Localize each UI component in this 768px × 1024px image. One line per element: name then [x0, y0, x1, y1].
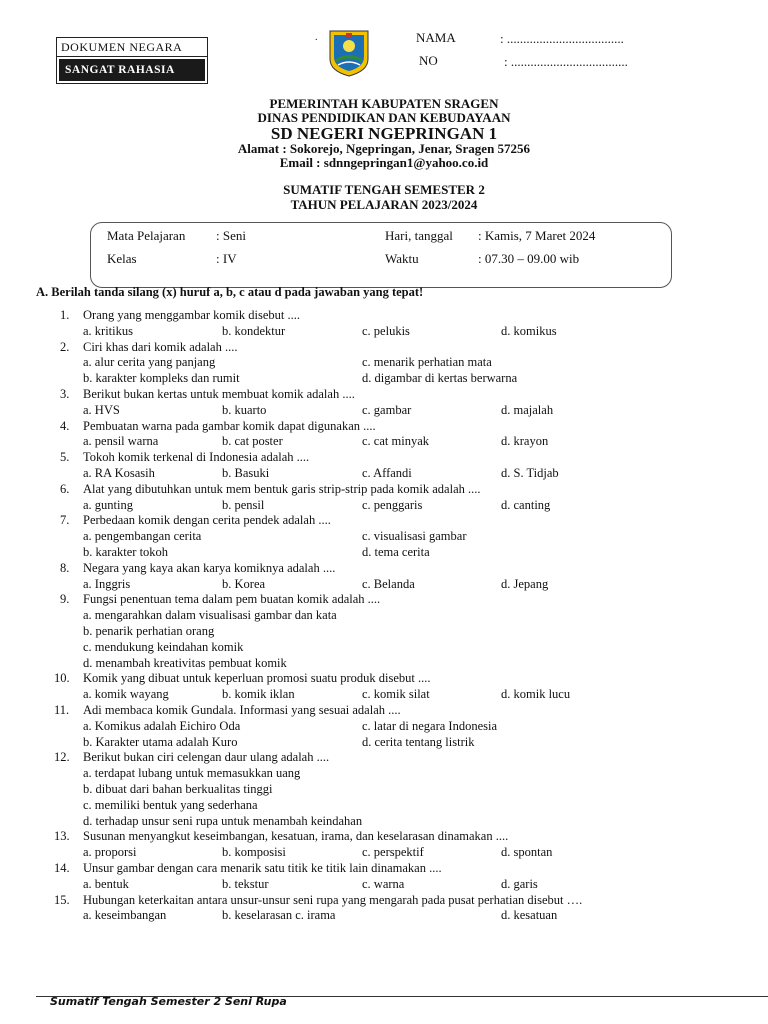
answer-option[interactable]: b. Karakter utama adalah Kuro	[83, 734, 238, 749]
answer-option[interactable]: d. S. Tidjab	[501, 466, 559, 480]
header-government: PEMERINTAH KABUPATEN SRAGEN	[269, 96, 499, 111]
question-number: 10.	[54, 671, 70, 686]
question-text: Ciri khas dari komik adalah ....	[83, 339, 238, 354]
answer-option[interactable]: d. Jepang	[501, 576, 549, 591]
time-value: : 07.30 – 09.00 wib	[478, 251, 580, 266]
answer-option[interactable]: d. krayon	[501, 434, 549, 449]
question-text: Orang yang menggambar komik disebut ....	[83, 308, 300, 322]
question-text: Berikut bukan ciri celengan daur ulang adalah ....	[83, 750, 330, 765]
answer-option[interactable]: b. kondektur	[222, 323, 286, 338]
stamp-top-text: DOKUMEN NEGARA	[57, 38, 207, 57]
no-field[interactable]: : ....................................	[504, 54, 628, 69]
instruction-heading: A. Berilah tanda silang (x) huruf a, b, c atau d pada jawaban yang tepat!	[36, 285, 424, 299]
answer-option[interactable]: b. Basuki	[222, 466, 270, 480]
question-number: 8.	[60, 560, 70, 575]
answer-option[interactable]: d. komik lucu	[501, 687, 571, 702]
question-number: 15.	[54, 892, 70, 907]
question-number: 3.	[60, 387, 70, 401]
answer-option[interactable]: b. keselarasan c. irama	[222, 908, 336, 923]
exam-title: SUMATIF TENGAH SEMESTER 2	[283, 182, 485, 197]
answer-option[interactable]: c. gambar	[362, 402, 412, 417]
question-number: 12.	[54, 750, 70, 765]
answer-option[interactable]: a. pensil warna	[83, 434, 159, 449]
answer-option[interactable]: c. Belanda	[362, 576, 415, 591]
question-text: Berikut bukan kertas untuk membuat komik adalah ....	[83, 387, 355, 401]
answer-option[interactable]: a. Inggris	[83, 576, 131, 591]
question-number: 2.	[60, 339, 70, 354]
answer-option[interactable]: b. tekstur	[222, 876, 269, 891]
subject-value: : Seni	[216, 228, 246, 243]
question-number: 14.	[54, 861, 70, 875]
answer-option[interactable]: b. cat poster	[222, 434, 283, 449]
answer-option[interactable]: b. penarik perhatian orang	[83, 624, 215, 638]
school-email: Email : sdnngepringan1@yahoo.co.id	[279, 155, 489, 170]
answer-option[interactable]: d. menambah kreativitas pembuat komik	[83, 655, 287, 670]
answer-option[interactable]: d. kesatuan	[501, 908, 558, 923]
answer-option[interactable]: b. karakter tokoh	[83, 545, 169, 559]
question-text: Negara yang kaya akan karya komiknya adalah ....	[83, 560, 336, 575]
answer-option[interactable]: d. terhadap unsur seni rupa untuk menambah keindahan	[83, 813, 363, 828]
question-text: Tokoh komik terkenal di Indonesia adalah ....	[83, 450, 310, 465]
answer-option[interactable]: b. pensil	[222, 497, 265, 512]
question-number: 7.	[60, 513, 70, 528]
answer-option[interactable]: d. digambar di kertas berwarna	[362, 371, 518, 386]
class-label: Kelas	[107, 251, 137, 266]
answer-option[interactable]: c. perspektif	[362, 845, 424, 860]
answer-option[interactable]: c. memiliki bentuk yang sederhana	[83, 797, 258, 812]
answer-option[interactable]: a. mengarahkan dalam visualisasi gambar dan kata	[83, 608, 337, 623]
answer-option[interactable]: c. penggaris	[362, 497, 423, 512]
answer-option[interactable]: a. keseimbangan	[83, 908, 167, 923]
document-stamp	[56, 37, 208, 84]
question-text: Hubungan keterkaitan antara unsur-unsur seni rupa yang mengarah pada pusat perhatian disebut ….	[83, 892, 583, 907]
question-text: Fungsi penentuan tema dalam pem buatan komik adalah ....	[83, 592, 381, 607]
answer-option[interactable]: a. gunting	[83, 497, 133, 512]
question-number: 1.	[60, 308, 70, 322]
answer-option[interactable]: d. canting	[501, 497, 551, 512]
answer-option[interactable]: c. latar di negara Indonesia	[362, 718, 498, 733]
answer-option[interactable]: a. kritikus	[83, 323, 133, 338]
answer-option[interactable]: a. terdapat lubang untuk memasukkan uang	[83, 766, 301, 781]
answer-option[interactable]: b. dibuat dari bahan berkualitas tinggi	[83, 782, 273, 796]
answer-option[interactable]: c. menarik perhatian mata	[362, 355, 492, 370]
question-text: Unsur gambar dengan cara menarik satu titik ke titik lain dinamakan ....	[83, 861, 442, 875]
answer-option[interactable]: c. pelukis	[362, 323, 410, 338]
answer-option[interactable]: b. karakter kompleks dan rumit	[83, 371, 240, 386]
academic-year: TAHUN PELAJARAN 2023/2024	[290, 197, 478, 212]
question-number: 11.	[54, 703, 70, 717]
time-label: Waktu	[385, 251, 419, 266]
answer-option[interactable]: a. proporsi	[83, 845, 137, 860]
header-department: DINAS PENDIDIKAN DAN KEBUDAYAAN	[257, 110, 511, 125]
stamp-bottom-text: SANGAT RAHASIA	[59, 59, 205, 81]
answer-option[interactable]: d. spontan	[501, 845, 553, 860]
nama-field[interactable]: : ....................................	[500, 31, 624, 46]
answer-option[interactable]: c. mendukung keindahan komik	[83, 639, 244, 654]
answer-option[interactable]: c. visualisasi gambar	[362, 529, 467, 544]
question-text: Alat yang dibutuhkan untuk mem bentuk garis strip-strip pada komik adalah ....	[83, 481, 481, 496]
question-text: Perbedaan komik dengan cerita pendek adalah ....	[83, 513, 331, 528]
answer-option[interactable]: d. garis	[501, 876, 538, 891]
answer-option[interactable]: c. komik silat	[362, 687, 430, 702]
question-text: Adi membaca komik Gundala. Informasi yang sesuai adalah ....	[83, 703, 401, 717]
school-name: SD NEGERI NGEPRINGAN 1	[270, 124, 498, 143]
answer-option[interactable]: c. warna	[362, 876, 405, 891]
answer-option[interactable]: c. cat minyak	[362, 434, 429, 449]
answer-option[interactable]: a. alur cerita yang panjang	[83, 355, 216, 370]
answer-option[interactable]: a. bentuk	[83, 876, 129, 891]
answer-option[interactable]: b. komik iklan	[222, 687, 295, 702]
school-address: Alamat : Sokorejo, Ngepringan, Jenar, Sragen 57256	[237, 141, 531, 156]
date-label: Hari, tanggal	[385, 228, 453, 243]
question-number: 9.	[60, 592, 70, 607]
answer-option[interactable]: d. cerita tentang listrik	[362, 734, 475, 749]
answer-option[interactable]: b. kuarto	[222, 402, 267, 417]
answer-option[interactable]: c. Affandi	[362, 466, 412, 480]
footer-text: Sumatif Tengah Semester 2 Seni Rupa	[50, 995, 287, 1008]
question-number: 4.	[60, 418, 70, 433]
question-number: 5.	[60, 450, 70, 465]
answer-option[interactable]: d. komikus	[501, 323, 557, 338]
question-text: Pembuatan warna pada gambar komik dapat digunakan ....	[83, 418, 376, 433]
subject-label: Mata Pelajaran	[107, 228, 186, 243]
answer-option[interactable]: d. majalah	[501, 402, 554, 417]
answer-option[interactable]: a. komik wayang	[83, 687, 169, 702]
answer-option[interactable]: b. Korea	[222, 576, 266, 591]
question-number: 6.	[60, 481, 70, 496]
answer-option[interactable]: d. tema cerita	[362, 545, 430, 559]
no-label: NO	[419, 53, 438, 68]
regency-crest-logo	[326, 29, 372, 77]
date-value: : Kamis, 7 Maret 2024	[478, 228, 596, 243]
answer-option[interactable]: a. Komikus adalah Eichiro Oda	[83, 718, 241, 733]
question-number: 13.	[54, 829, 70, 844]
answer-option[interactable]: a. RA Kosasih	[83, 466, 155, 480]
answer-option[interactable]: a. HVS	[83, 402, 120, 417]
class-value: : IV	[216, 251, 237, 266]
question-text: Susunan menyangkut keseimbangan, kesatuan, irama, dan keselarasan dinamakan ....	[83, 829, 509, 844]
answer-option[interactable]: b. komposisi	[222, 845, 286, 860]
question-text: Komik yang dibuat untuk keperluan promosi suatu produk disebut ....	[83, 671, 431, 686]
nama-label: NAMA	[416, 30, 456, 45]
answer-option[interactable]: a. pengembangan cerita	[83, 529, 202, 544]
